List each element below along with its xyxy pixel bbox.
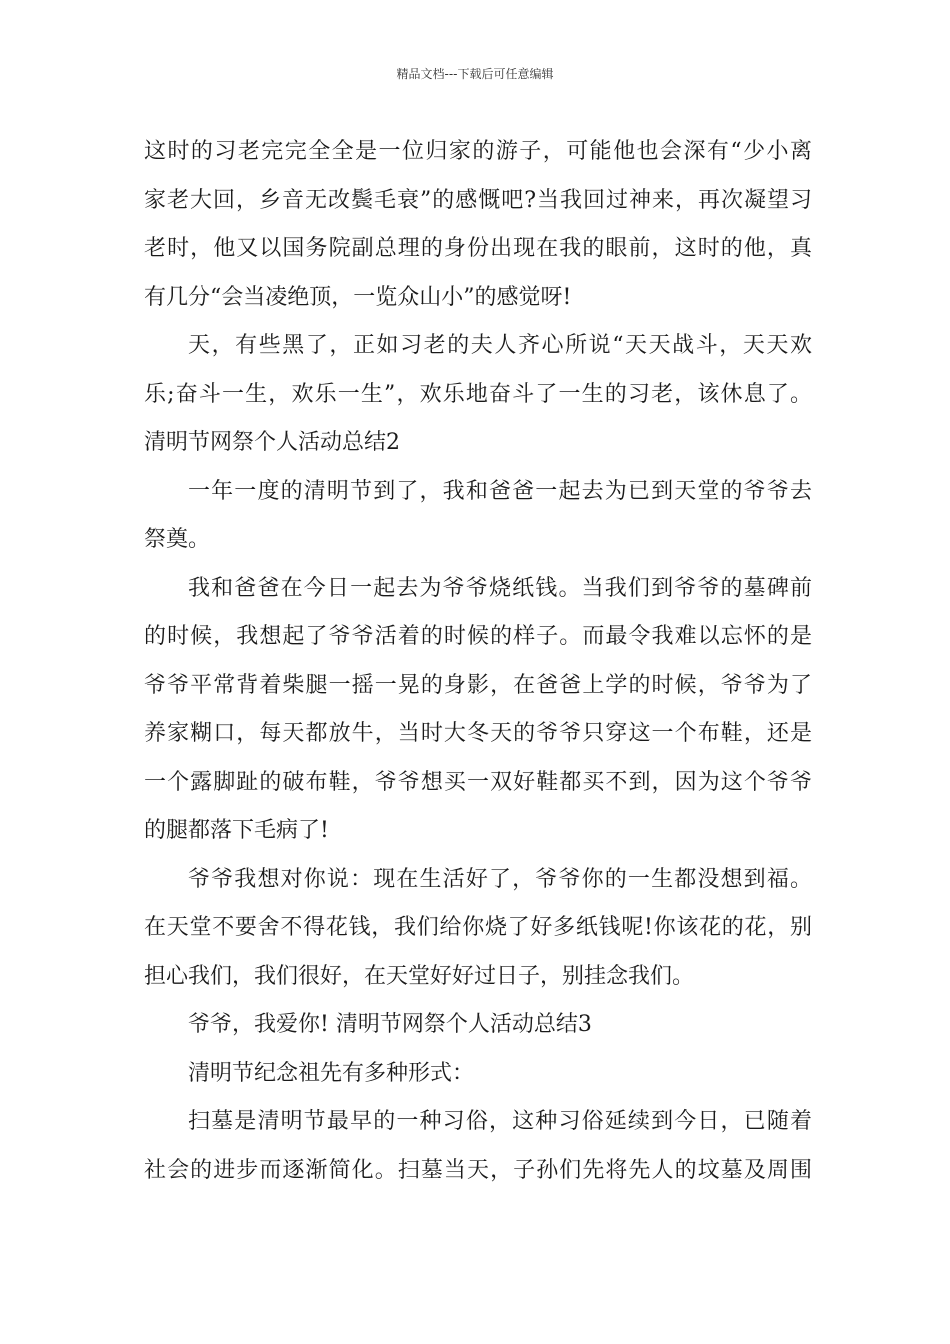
text-line: 清明节纪念祖先有多种形式： xyxy=(188,1060,475,1086)
document-body xyxy=(144,128,812,1195)
text-line: 乐;奋斗一生，欢乐一生”，欢乐地奋斗了一生的习老，该休息了。 xyxy=(144,381,812,407)
text-line: 一个露脚趾的破布鞋，爷爷想买一双好鞋都买不到，因为这个爷爷 xyxy=(144,769,812,795)
section-heading: 清明节网祭个人活动总结2 xyxy=(144,430,400,455)
text-line: 担心我们，我们很好，在天堂好好过日子，别挂念我们。 xyxy=(144,963,695,989)
text-line: 我和爸爸在今日一起去为爷爷烧纸钱。当我们到爷爷的墓碑前 xyxy=(188,575,812,601)
text-line: 爷爷平常背着柴腿一摇一晃的身影，在爸爸上学的时候，爷爷为了 xyxy=(144,672,812,698)
text-line: 的时候，我想起了爷爷活着的时候的样子。而最令我难以忘怀的是 xyxy=(144,624,812,649)
text-line: 有几分“会当凌绝顶，一览众山小”的感觉呀! xyxy=(144,284,572,310)
page-header: 精品文档---下载后可任意编辑 xyxy=(396,67,554,81)
text-line: 天，有些黑了，正如习老的夫人齐心所说“天天战斗，天天欢 xyxy=(188,333,812,358)
text-line: 一年一度的清明节到了，我和爸爸一起去为已到天堂的爷爷去 xyxy=(188,478,812,504)
text-line: 在天堂不要舍不得花钱，我们给你烧了好多纸钱呢!你该花的花，别 xyxy=(144,915,812,940)
text-line: 爷爷我想对你说：现在生活好了，爷爷你的一生都没想到福。 xyxy=(188,866,812,892)
text-line: 这时的习老完完全全是一位归家的游子，可能他也会深有“少小离 xyxy=(144,139,812,164)
text-line: 社会的进步而逐渐简化。扫墓当天，子孙们先将先人的坟墓及周围 xyxy=(144,1157,812,1183)
text-line: 养家糊口，每天都放牛，当时大冬天的爷爷只穿这一个布鞋，还是 xyxy=(144,721,812,746)
section-heading: 爷爷，我爱你! 清明节网祭个人活动总结3 xyxy=(188,1012,592,1037)
text-line: 的腿都落下毛病了! xyxy=(144,818,329,843)
text-line: 家老大回，乡音无改鬓毛衰”的感慨吧?当我回过神来，再次凝望习 xyxy=(144,187,812,213)
text-line: 祭奠。 xyxy=(144,527,211,552)
text-line: 老时，他又以国务院副总理的身份出现在我的眼前，这时的他，真 xyxy=(144,236,812,261)
text-line: 扫墓是清明节最早的一种习俗，这种习俗延续到今日，已随着 xyxy=(188,1109,812,1134)
